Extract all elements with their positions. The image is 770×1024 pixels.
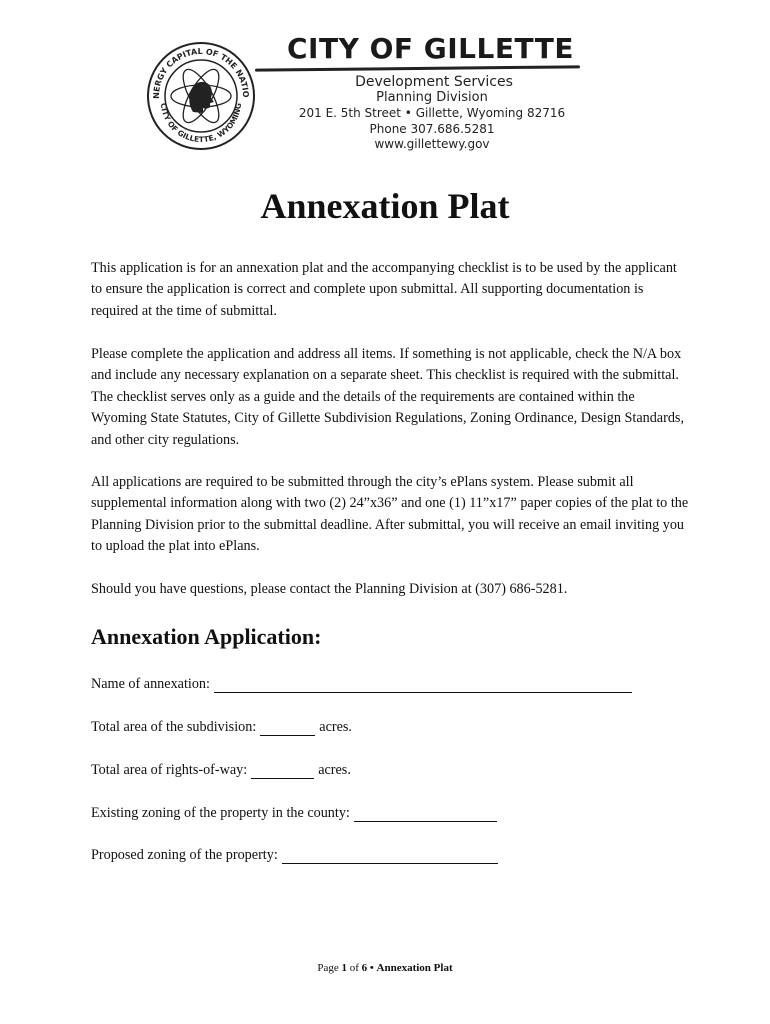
submission-paragraph: All applications are required to be submitted through the city’s ePlans system. Please submit all supplemental information along with two (2) 24”x36” and one (1) 11”x17” paper copies of the plat to the Planning Division prior to the submittal deadline. After submittal, you will receive an email inviting you to upload the plat into ePlans. [91, 474, 689, 555]
existing-zoning-field [91, 805, 497, 822]
division-name: Planning Division [376, 90, 488, 105]
instructions-paragraph: Please complete the application and address all items. If something is not applicable, check the N/A box and include any necessary explanation on a separate sheet. This checklist is required with the submittal. The checklist serves only as a guide and the details of the requirements are contained within the Wyoming State Statutes, City of Gillette Subdivision Regulations, Zoning Ordinance, Design Standards, and other city regulations. [91, 346, 684, 448]
intro-paragraph: This application is for an annexation plat and the accompanying checklist is to be used by the applicant to ensure the application is correct and complete upon submittal. All supporting documentation is required at the time of submittal. [91, 260, 677, 319]
unit-label: acres. [319, 719, 352, 735]
letterhead-rule [255, 65, 580, 71]
field-label: Total area of rights-of-way: [91, 762, 248, 778]
phone: Phone 307.686.5281 [369, 122, 495, 136]
field-label: Name of annexation: [91, 676, 210, 692]
proposed-zoning-input[interactable] [282, 849, 498, 864]
svg-text:ENERGY CAPITAL OF THE NATION: NERGY CAPITAL OF THE NATIO [151, 46, 251, 99]
contact-paragraph: Should you have questions, please contact the Planning Division at (307) 686-5281. [91, 581, 568, 597]
city-name: CITY OF GILLETTE [287, 32, 574, 65]
subdivision-area-input[interactable] [260, 721, 315, 736]
field-label: Proposed zoning of the property: [91, 847, 278, 863]
document-title: Annexation Plat [260, 186, 510, 226]
unit-label: acres. [318, 762, 351, 778]
rights-of-way-area-input[interactable] [251, 764, 314, 779]
page-footer [0, 962, 770, 974]
footer-doc-name: Annexation Plat [376, 962, 453, 974]
website-link[interactable]: www.gillettewy.gov [374, 137, 490, 151]
svg-text:CITY OF GILLETTE, WYOMING: CITY OF GILLETTE, WYOMING [158, 102, 244, 145]
department-name: Development Services [355, 74, 513, 90]
page-total: 6 [361, 962, 368, 974]
annexation-name-input[interactable] [214, 678, 632, 693]
city-seal-logo [145, 40, 257, 152]
annexation-name-field [91, 676, 632, 693]
proposed-zoning-field [91, 847, 498, 864]
subdivision-area-field [91, 719, 352, 736]
field-label: Total area of the subdivision: [91, 719, 257, 735]
page-number: 1 [341, 962, 347, 974]
existing-zoning-input[interactable] [354, 807, 497, 822]
field-label: Existing zoning of the property in the county: [91, 805, 350, 821]
page-of: of [349, 962, 359, 974]
rights-of-way-area-field [91, 762, 351, 779]
application-heading: Annexation Application: [91, 624, 322, 649]
address: 201 E. 5th Street • Gillette, Wyoming 82716 [298, 106, 566, 120]
bullet-separator: • [369, 962, 374, 974]
page-prefix: Page [317, 962, 339, 974]
